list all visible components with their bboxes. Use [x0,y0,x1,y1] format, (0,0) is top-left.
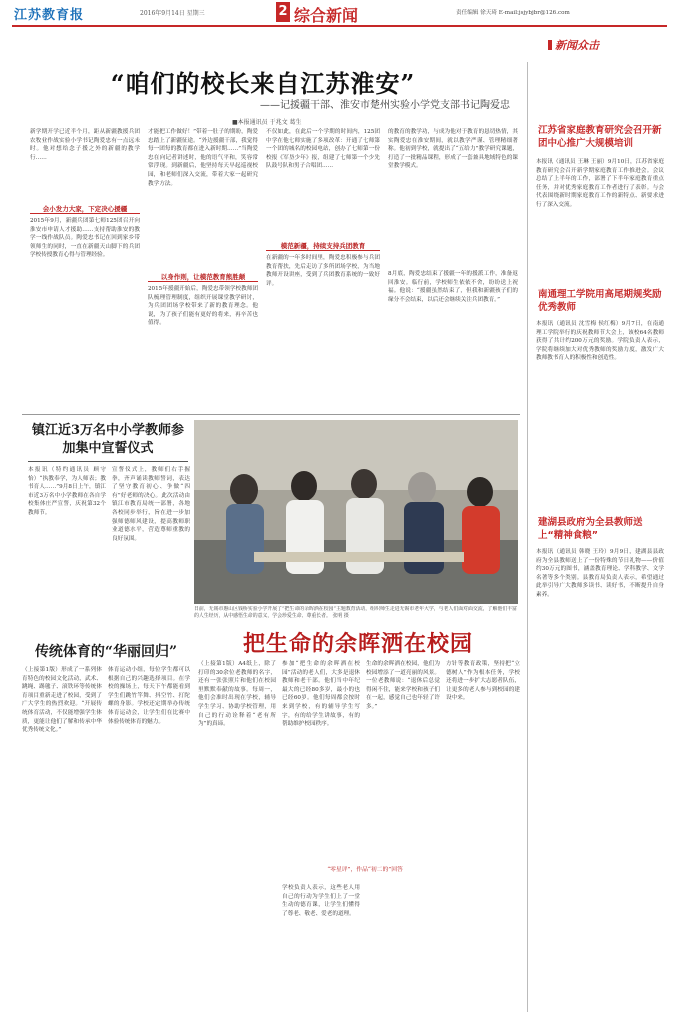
love-col2b-text: 学校负责人表示，这些老人用自己的行动为学生们上了一堂生动的德育课，让学生们懂得了尊老、敬老、爱老的道理。 [282,885,360,917]
masthead: 江苏教育报 [14,8,85,23]
side-news-tag: 新闻众击 [548,37,668,53]
photo-caption: 日前，无锡市惠山区钱桥实验小学开展了“把生命的余晖洒在校园”主题教育活动，组织师生走进无锡市老年大学，与老人们面对面交流，了解他们丰富的人生经历，从中感悟生命的意义，学会珍爱生命、尊重长者。 张明 摄 [194,606,517,620]
section-banner [276,2,394,24]
tradition-col2-text: 体育运动小组，每位学生都可以根据自己的兴趣选择项目。在学校的操场上，每天下午都能看到学生们跳竹竿舞、抖空竹、打陀螺的身影。学校还定期举办传统体育运动会，让学生们在比赛中体验传统体育的魅力。 [108,667,190,725]
love-col3-text: 生命的余晖洒在校园，他们为校园增添了一道亮丽的风景。一位老教师说：“退休后总觉得闲不住，能来学校和孩子们在一起，感觉自己也年轻了许多。” [366,661,440,710]
header-rule [12,25,667,27]
side-story3-headline: 建湖县政府为全县教师送上“精神食粮” [538,517,643,541]
main-subheadline: ——记援疆干部、淮安市楚州实验小学党支部书记陶爱忠 [260,100,510,111]
main-col2-text: 才能把工作做好！”带着一肚子的期盼，陶爱忠踏上了新疆征途。“外边援疆干部，我觉得每一团每的教育都在进入新时期……”当陶爱忠在向记者讲述时，他的语气平和，笑容常常浮现。到新疆后，他坚持每天早起巡视校园，和老师们深入交流，带着大家一起研究教学方法。 [148,129,258,187]
side-story1-headline: 江苏省家庭教育研究会召开新团中心推广大规模培训 [538,125,662,149]
love-col4-text: 方针等教育政策，坚持把“立德树人”作为根本任务，学校还将进一步扩大志愿者队伍，让更多的老人参与到校园的建设中来。 [446,661,520,702]
side-story2-headline: 南通理工学院用高尾期规奖励优秀教师 [538,289,662,313]
main-subsection-1: 会小发力大家，下定决心援疆 [42,205,128,213]
tradition-col1-text: （上接第1版）形成了一系列体育特色的校园文化活动，武术、跳绳、踢毽子、滚铁环等传统体育项目重新走进了校园，受到了广大学生的热烈欢迎。“开展传统体育活动，不仅能增强学生体质，更能让他们了解和传承中华优秀传统文化。” [22,667,102,734]
section-divider [22,414,520,415]
main-headline: “咱们的校长来自江苏淮安” [110,69,416,98]
zhenjiang-headline-rule [28,461,188,462]
date-line: 2016年9月14日 星期三 [140,10,205,17]
zhenjiang-col2-text: 宣誓仪式上，教师们右手握拳，齐声诵读教师誓词，表达了坚守教育初心、争做“四有”好老师的决心。此次活动由镇江市教育局统一部署，各地各校同步举行，旨在进一步加强师德师风建设，提高教师职业道德水平，营造尊师重教的良好氛围。 [112,467,190,542]
zhenjiang-col1-text: 本报讯（特约通讯员 顾守怡）“执教奉学，为人师表；教书育人……”9月8日上午，镇江市近3万名中小学教师在各自学校集体庄严宣誓，庆祝第32个教师节。 [28,467,106,516]
love-col1-text: （上接第1版）A4纸上，除了打印的30余位老教师的名字，还有一张张照片和他们在校园里默默奉献的故事。每周一，他们会准时出现在学校，辅导学生学习、协助学校管理，用自己的行动诠释着“老有所为”的真谛。 [198,661,276,728]
side-story2-text: 本报讯（通讯员 沈雪梅 侯红梅）9月7日，在南通理工学院举行的庆祝教师节大会上，该校64名教师获得了共计约200万元的奖励。学院负责人表示，学院将继续加大对优秀教师的奖励力度，激发广大教师教书育人的积极性和创造性。 [536,321,664,362]
main-col4-text: 的教育的教学功，与成为他对于教育的恳切热情，其实陶爱忠在淮安期间，就以教学严谨、管理精细著称。他初到学校，就提出了“五给力”教学研究课题，打造了一批精品课程，形成了一套兼具地域特色的课堂教学模式。 [388,129,518,170]
main-col1-text: 新学期开学已近半个月，距从新疆教援兵团农牧业作战实验小学书记陶爱忠有一点远未时。他对想给念子援之外的新疆的教学行…… [30,129,140,161]
tag-bar-icon [548,40,552,50]
love-quote-title: “零星评”，作品“初二的”回答 [327,867,403,873]
photo-illustration [194,420,518,604]
subsection-rule [266,250,380,251]
main-col2b-text: 2015年援疆开始后，陶爱忠带领学校教师团队梳理管理制度，组织开展课堂教学研讨，为兵团团场学校带来了新的教育理念。他说，为了孩子们能有更好的将来，再辛苦也值得。 [148,286,258,327]
subsection-rule [148,281,258,282]
main-col1b-text: 2015年9月，新疆兵团第七师125团召开向淮安市申请人才援助……支持帮助淮安的教学一线作战队员。陶爱忠书记在回到家乡带领师生的同时，一直在新疆天山脚下的兵团学校传授教育心得与管理经验。 [30,218,140,259]
subsection-rule [30,213,140,214]
side-story3-text: 本报讯（通讯员 韩晓 王玲）9月9日，建湖县县政府为全县教师送上了一份特殊的节日礼物——价值约30万元的图书，涵盖教育理论、学科教学、文学名著等多个类别。县教育局负责人表示，希望通过此举引导广大教师多读书、读好书，不断提升自身素养。 [536,549,664,598]
main-subsection-3: 模范新疆，持续支持兵团教育 [280,242,366,250]
section-number: 2 [276,2,290,22]
main-col3-text: 不仅如此，在此后一个学期的时间内，125团中学在他七师实施了多项改革：开通了七师第一个团的城名的校园电站，创办了七师第一份校报《军垦少年》报，组建了七师第一个少先队鼓号队和男子合唱团…… [266,129,380,170]
section-name: 综合新闻 [294,6,359,25]
main-byline: ■本报通讯员 于兆文 葛生 [232,119,302,126]
editor-line: 责任编辑 徐天琦 E-mail:jsjybjbr@126.com [456,10,570,16]
main-col3b-text: 在新疆的一年多时间里，陶爱忠积极参与兵团教育帮扶，先后走访了多所团场学校，为当地教师开设讲座，受到了兵团教育系统的一致好评。 [266,255,380,287]
love-col2-text: 参加“把生命的余晖洒在校园”活动的老人们，大多是退休教师和老干部。他们当中年纪最大的已经80多岁，最小的也已经60岁。他们每周都会按时来到学校，有的辅导学生写字，有的给学生讲故事，有的帮助维护校园秩序。 [282,661,360,728]
zhenjiang-headline: 镇江近3万名中小学教师参加集中宣誓仪式 [31,423,185,456]
side-column-rule [527,62,528,1012]
tradition-headline: 传统体育的“华丽回归” [34,644,178,660]
side-story1-text: 本报讯（通讯员 王琳 王丽）9月10日，江苏省家庭教育研究会召开新学期家庭教育工作推进会。会议总结了上半年的工作，部署了下半年家庭教育重点任务，并对优秀家庭教育工作者进行了表彰。与会代表围绕新时期家庭教育工作的新特点、新要求进行了深入交流。 [536,159,664,208]
main-col4b-text: 8月底，陶爱忠结束了援疆一年的援派工作，准备返回淮安。临行前，学校师生依依不舍，纷纷送上祝福。他说：“援疆虽然结束了，但我和新疆孩子们的缘分不会结束，以后还会继续关注兵团教育。” [388,271,518,303]
love-headline: 把生命的余晖洒在校园 [242,631,473,657]
main-subsection-2: 以身作则，让模范教育熊胜颠 [160,273,246,281]
news-photo [194,420,518,604]
